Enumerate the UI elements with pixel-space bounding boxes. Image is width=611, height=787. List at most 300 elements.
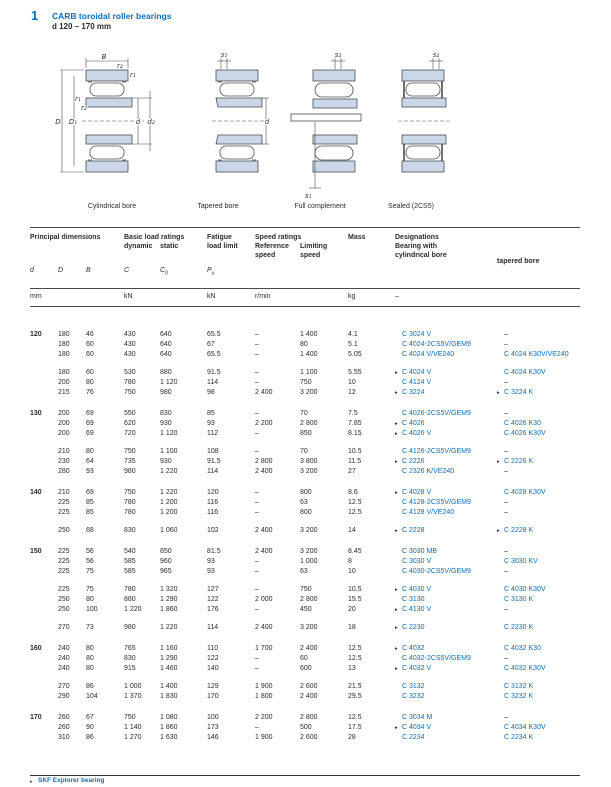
fatigue-load-cell: 114 — [207, 468, 219, 475]
limiting-speed-cell: 1 400 — [300, 331, 318, 338]
designation-link-cylindrical[interactable]: C 4034 V — [402, 724, 432, 731]
dim-label-s1: s₁ — [220, 51, 228, 59]
dynamic-load-cell: 1 140 — [124, 724, 142, 731]
designation-cell — [395, 654, 497, 664]
explorer-marker-icon: ▸ — [497, 528, 500, 534]
designation-link-cylindrical[interactable]: C 3132 — [402, 683, 425, 690]
reference-speed-cell: – — [255, 499, 259, 506]
fatigue-load-cell: 173 — [207, 724, 219, 731]
designation-link-cylindrical[interactable]: C 4128-2CS5V/GEM9 — [402, 499, 471, 506]
table-row-group — [30, 330, 580, 360]
fatigue-load-cell: 65.5 — [207, 331, 221, 338]
dim-label-d2: d₂ — [147, 118, 155, 126]
width-cell: 80 — [86, 448, 94, 455]
dynamic-load-cell: 980 — [124, 624, 136, 631]
mass-cell: 14 — [348, 527, 356, 534]
table-section — [30, 644, 580, 702]
bore-diameter-cell: 120 — [30, 331, 42, 338]
limiting-speed-cell: 1 000 — [300, 558, 318, 565]
designation-link-cylindrical[interactable]: C 4130 V — [402, 606, 432, 613]
width-cell: 69 — [86, 420, 94, 427]
outer-diameter-cell: 250 — [58, 606, 70, 613]
static-load-cell: 930 — [160, 458, 172, 465]
designation-link-cylindrical[interactable]: C 2230 — [402, 624, 425, 631]
designation-link-cylindrical[interactable]: C 2226 — [402, 458, 425, 465]
dynamic-load-cell: 430 — [124, 331, 136, 338]
col-header-limiting-speed: speed — [300, 252, 321, 259]
designation-cell — [395, 595, 497, 605]
designation-link-cylindrical[interactable]: C 3024 V — [402, 331, 432, 338]
table-row — [30, 567, 580, 577]
unit-dash: – — [395, 293, 399, 300]
designation-cell — [395, 330, 497, 340]
mass-cell: 12 — [348, 389, 356, 396]
col-header-tapered-bore: tapered bore — [497, 258, 540, 265]
units-top-rule — [30, 288, 580, 289]
unit-kn-fatigue: kN — [207, 293, 216, 300]
outer-diameter-cell: 200 — [58, 430, 70, 437]
width-cell: 60 — [86, 351, 94, 358]
outer-diameter-cell: 240 — [58, 645, 70, 652]
bore-diameter-cell: 160 — [30, 645, 42, 652]
designation-link-cylindrical[interactable]: C 4026 — [402, 420, 425, 427]
designation-link-cylindrical[interactable]: C 4126-2CS5V/GEM9 — [402, 448, 471, 455]
table-row-group — [30, 447, 580, 477]
reference-speed-cell: 2 000 — [255, 596, 273, 603]
no-designation-dash: – — [504, 499, 508, 506]
designation-link-cylindrical[interactable]: C 4026-2CS5V/GEM9 — [402, 410, 471, 417]
designation-link-tapered[interactable]: C 4032 K30 — [504, 645, 541, 652]
dynamic-load-cell: 1 270 — [124, 734, 142, 741]
designation-link-tapered[interactable]: C 3232 K — [504, 693, 534, 700]
fatigue-load-cell: 81.5 — [207, 548, 221, 555]
footer-rule — [30, 775, 580, 776]
designation-link-tapered[interactable]: C 4030 K30V — [504, 586, 546, 593]
page-title: CARB toroidal roller bearings — [52, 11, 172, 21]
fatigue-load-cell: 116 — [207, 509, 219, 516]
designation-cell — [497, 605, 580, 615]
col-header-speed-ratings: Speed ratings — [255, 234, 302, 241]
fatigue-load-cell: 91.5 — [207, 369, 221, 376]
explorer-marker-icon: ▸ — [395, 421, 398, 427]
designation-link-tapered[interactable]: C 4028 K30V — [504, 489, 546, 496]
fatigue-load-cell: 129 — [207, 683, 219, 690]
designation-cell — [497, 447, 580, 457]
designation-cell — [395, 498, 497, 508]
outer-diameter-cell: 270 — [58, 624, 70, 631]
bearing-diagram-full-complement — [285, 50, 380, 202]
width-cell: 80 — [86, 596, 94, 603]
dim-label-s2: s₂ — [432, 51, 440, 59]
mass-cell: 8 — [348, 558, 352, 565]
explorer-marker-icon: ▸ — [497, 459, 500, 465]
outer-diameter-cell: 225 — [58, 499, 70, 506]
table-row-group — [30, 623, 580, 633]
width-cell: 86 — [86, 734, 94, 741]
table-row — [30, 419, 580, 429]
dynamic-load-cell: 765 — [124, 645, 136, 652]
mass-cell: 13 — [348, 665, 356, 672]
designation-link-cylindrical[interactable]: C 4032-2CS5V/GEM9 — [402, 655, 471, 662]
limiting-speed-cell: 3 200 — [300, 468, 318, 475]
mass-cell: 15.5 — [348, 596, 362, 603]
table-row-group — [30, 409, 580, 439]
limiting-speed-cell: 2 800 — [300, 420, 318, 427]
designation-link-tapered[interactable]: C 4026 K30V — [504, 430, 546, 437]
fatigue-load-cell: 110 — [207, 645, 219, 652]
static-load-cell: 1 860 — [160, 724, 178, 731]
bore-diameter-cell: 130 — [30, 410, 42, 417]
limiting-speed-cell: 800 — [300, 509, 312, 516]
dim-label-r2b: r₂ — [81, 104, 87, 112]
table-row — [30, 623, 580, 633]
no-designation-dash: – — [504, 714, 508, 721]
no-designation-dash: – — [504, 379, 508, 386]
designation-cell — [497, 368, 580, 378]
designation-link-cylindrical[interactable]: C 4030 V — [402, 586, 432, 593]
reference-speed-cell: 2 400 — [255, 624, 273, 631]
width-cell: 85 — [86, 509, 94, 516]
dynamic-load-cell: 780 — [124, 586, 136, 593]
width-cell: 64 — [86, 458, 94, 465]
table-row-group — [30, 682, 580, 702]
static-load-cell: 960 — [160, 558, 172, 565]
designation-link-tapered[interactable]: C 4024 K30V/VE240 — [504, 351, 569, 358]
designation-cell — [497, 733, 580, 743]
limiting-speed-cell: 70 — [300, 410, 308, 417]
designation-link-cylindrical[interactable]: C 4024 V — [402, 369, 432, 376]
designation-link-cylindrical[interactable]: C 4028 V — [402, 489, 432, 496]
table-row — [30, 723, 580, 733]
no-designation-dash: – — [504, 568, 508, 575]
static-load-cell: 1 200 — [160, 509, 178, 516]
table-row-group — [30, 713, 580, 743]
mass-cell: 7.85 — [348, 420, 362, 427]
designation-cell — [395, 692, 497, 702]
designation-link-tapered[interactable]: C 4034 K30V — [504, 724, 546, 731]
width-cell: 60 — [86, 369, 94, 376]
explorer-marker-icon: ▸ — [395, 459, 398, 465]
designation-link-cylindrical[interactable]: C 4030-2CS5V/GEM9 — [402, 568, 471, 575]
limiting-speed-cell: 2 800 — [300, 714, 318, 721]
dynamic-load-cell: 750 — [124, 714, 136, 721]
designation-link-cylindrical[interactable]: C 4026 V — [402, 430, 432, 437]
mass-cell: 12.5 — [348, 714, 362, 721]
col-header-bearing-with: Bearing with — [395, 243, 438, 250]
reference-speed-cell: – — [255, 331, 259, 338]
outer-diameter-cell: 270 — [58, 683, 70, 690]
limiting-speed-cell: 2 800 — [300, 596, 318, 603]
designation-link-tapered[interactable]: C 2234 K — [504, 734, 534, 741]
static-load-cell: 1 200 — [160, 499, 178, 506]
designation-link-tapered[interactable]: C 2226 K — [504, 458, 534, 465]
reference-speed-cell: – — [255, 724, 259, 731]
width-cell: 69 — [86, 410, 94, 417]
bearing-diagram-sealed — [378, 50, 468, 200]
sub-header-C0: $C_0$ — [160, 267, 168, 277]
designation-cell — [395, 547, 497, 557]
dynamic-load-cell: 780 — [124, 499, 136, 506]
table-top-rule — [30, 227, 580, 228]
outer-diameter-cell: 290 — [58, 693, 70, 700]
mass-cell: 20 — [348, 606, 356, 613]
outer-diameter-cell: 225 — [58, 568, 70, 575]
reference-speed-cell: – — [255, 665, 259, 672]
width-cell: 60 — [86, 341, 94, 348]
designation-cell — [395, 557, 497, 567]
dim-label-D: D — [55, 118, 61, 126]
col-header-limiting: Limiting — [300, 243, 328, 250]
width-cell: 56 — [86, 548, 94, 555]
sub-header-D: D — [58, 267, 64, 274]
table-row-group — [30, 368, 580, 398]
designation-cell — [497, 526, 580, 536]
limiting-speed-cell: 70 — [300, 448, 308, 455]
mass-cell: 10 — [348, 379, 356, 386]
fatigue-load-cell: 176 — [207, 606, 219, 613]
explorer-marker-icon: ▸ — [395, 370, 398, 376]
reference-speed-cell: – — [255, 568, 259, 575]
designation-cell — [395, 350, 497, 360]
table-row — [30, 733, 580, 743]
reference-speed-cell: – — [255, 448, 259, 455]
bore-diameter-cell: 140 — [30, 489, 42, 496]
mass-cell: 8.45 — [348, 548, 362, 555]
table-row — [30, 409, 580, 419]
fatigue-load-cell: 100 — [207, 714, 219, 721]
designation-cell — [395, 644, 497, 654]
dynamic-load-cell: 1 000 — [124, 683, 142, 690]
designation-cell — [395, 585, 497, 595]
static-load-cell: 1 080 — [160, 714, 178, 721]
mass-cell: 11.5 — [348, 458, 362, 465]
designation-cell — [395, 488, 497, 498]
table-row-group — [30, 547, 580, 577]
designation-link-cylindrical[interactable]: C 3224 — [402, 389, 425, 396]
fatigue-load-cell: 114 — [207, 379, 219, 386]
designation-cell — [497, 723, 580, 733]
table-row — [30, 340, 580, 350]
outer-diameter-cell: 180 — [58, 369, 70, 376]
explorer-marker-icon: ▸ — [395, 431, 398, 437]
designation-cell — [497, 557, 580, 567]
designation-cell — [497, 419, 580, 429]
mass-cell: 10.5 — [348, 448, 362, 455]
designation-link-tapered[interactable]: C 4026 K30 — [504, 420, 541, 427]
explorer-marker-icon: ▸ — [395, 587, 398, 593]
reference-speed-cell: 1 900 — [255, 683, 273, 690]
units-bottom-rule — [30, 306, 580, 307]
reference-speed-cell: 1 900 — [255, 734, 273, 741]
table-row — [30, 378, 580, 388]
dynamic-load-cell: 430 — [124, 351, 136, 358]
reference-speed-cell: 2 400 — [255, 468, 273, 475]
limiting-speed-cell: 3 200 — [300, 389, 318, 396]
mass-cell: 29.5 — [348, 693, 362, 700]
mass-cell: 12.5 — [348, 645, 362, 652]
limiting-speed-cell: 2 600 — [300, 734, 318, 741]
table-row-group — [30, 488, 580, 518]
designation-link-tapered[interactable]: C 2230 K — [504, 624, 534, 631]
no-designation-dash: – — [504, 341, 508, 348]
no-designation-dash: – — [504, 655, 508, 662]
reference-speed-cell: 2 400 — [255, 389, 273, 396]
designation-cell — [497, 467, 580, 477]
designation-cell — [497, 547, 580, 557]
designation-cell — [395, 457, 497, 467]
reference-speed-cell: – — [255, 341, 259, 348]
designation-link-tapered[interactable]: C 4032 K30V — [504, 665, 546, 672]
reference-speed-cell: – — [255, 379, 259, 386]
designation-link-cylindrical[interactable]: C 2234 — [402, 734, 425, 741]
limiting-speed-cell: 600 — [300, 665, 312, 672]
width-cell: 67 — [86, 714, 94, 721]
table-row — [30, 585, 580, 595]
bearing-diagram-cylindrical-bore — [48, 50, 166, 200]
designation-link-cylindrical[interactable]: C 3030 V — [402, 558, 432, 565]
dynamic-load-cell: 540 — [124, 548, 136, 555]
sub-header-B: B — [86, 267, 91, 274]
designation-link-cylindrical[interactable]: C 4032 — [402, 645, 425, 652]
table-row — [30, 350, 580, 360]
designation-cell — [497, 623, 580, 633]
figure-caption-tapered: Tapered bore — [197, 203, 239, 210]
dynamic-load-cell: 735 — [124, 458, 136, 465]
outer-diameter-cell: 210 — [58, 489, 70, 496]
designation-link-cylindrical[interactable]: C 3130 — [402, 596, 425, 603]
designation-link-cylindrical[interactable]: C 4128 V/VE240 — [402, 509, 455, 516]
designation-link-cylindrical[interactable]: C 4024-2CS5V/GEM9 — [402, 341, 471, 348]
designation-cell — [497, 654, 580, 664]
fatigue-load-cell: 93 — [207, 568, 215, 575]
designation-link-cylindrical[interactable]: C 2326 K/VE240 — [402, 468, 455, 475]
designation-link-cylindrical[interactable]: C 3232 — [402, 693, 425, 700]
static-load-cell: 880 — [160, 369, 172, 376]
table-row — [30, 467, 580, 477]
designation-link-cylindrical[interactable]: C 4124 V — [402, 379, 432, 386]
designation-link-cylindrical[interactable]: C 4032 V — [402, 665, 432, 672]
fatigue-load-cell: 85 — [207, 410, 215, 417]
mass-cell: 12.5 — [348, 655, 362, 662]
width-cell: 76 — [86, 389, 94, 396]
designation-cell — [497, 340, 580, 350]
table-header — [30, 227, 580, 330]
dim-label-s2: s₂ — [334, 51, 342, 59]
table-row — [30, 557, 580, 567]
designation-link-tapered[interactable]: C 3030 KV — [504, 558, 538, 565]
static-load-cell: 930 — [160, 420, 172, 427]
reference-speed-cell: – — [255, 509, 259, 516]
explorer-marker-icon: ▸ — [395, 666, 398, 672]
dynamic-load-cell: 550 — [124, 410, 136, 417]
unit-kn-dynamic: kN — [124, 293, 133, 300]
table-row — [30, 664, 580, 674]
figure-caption-cylindrical: Cylindrical bore — [87, 203, 137, 210]
static-load-cell: 1 220 — [160, 489, 178, 496]
static-load-cell: 1 630 — [160, 734, 178, 741]
dynamic-load-cell: 980 — [124, 468, 136, 475]
static-load-cell: 1 220 — [160, 468, 178, 475]
designation-cell — [497, 713, 580, 723]
col-header-designations: Designations — [395, 234, 439, 241]
limiting-speed-cell: 3 200 — [300, 527, 318, 534]
designation-cell — [497, 388, 580, 398]
width-cell: 75 — [86, 568, 94, 575]
dynamic-load-cell: 1 370 — [124, 693, 142, 700]
col-header-principal-dimensions: Principal dimensions — [30, 234, 101, 241]
dim-label-B: B — [101, 53, 107, 61]
explorer-marker-icon: ▸ — [30, 779, 33, 785]
designation-cell — [395, 623, 497, 633]
explorer-marker-icon: ▸ — [395, 390, 398, 396]
designation-link-tapered[interactable]: C 3224 K — [504, 389, 534, 396]
col-header-reference: Reference — [255, 243, 289, 250]
table-section — [30, 409, 580, 477]
designation-cell — [497, 508, 580, 518]
static-load-cell: 1 400 — [160, 683, 178, 690]
designation-link-cylindrical[interactable]: C 3030 MB — [402, 548, 438, 555]
fatigue-load-cell: 65.5 — [207, 351, 221, 358]
outer-diameter-cell: 230 — [58, 458, 70, 465]
designation-link-tapered[interactable]: C 3132 K — [504, 683, 534, 690]
table-row — [30, 330, 580, 340]
designation-cell — [497, 595, 580, 605]
designation-cell — [395, 378, 497, 388]
designation-cell — [497, 682, 580, 692]
limiting-speed-cell: 500 — [300, 724, 312, 731]
limiting-speed-cell: 850 — [300, 430, 312, 437]
width-cell: 80 — [86, 665, 94, 672]
designation-cell — [395, 567, 497, 577]
designation-link-tapered[interactable]: C 2228 K — [504, 527, 534, 534]
designation-cell — [395, 419, 497, 429]
table-section — [30, 547, 580, 633]
dynamic-load-cell: 430 — [124, 341, 136, 348]
fatigue-load-cell: 114 — [207, 624, 219, 631]
limiting-speed-cell: 63 — [300, 499, 308, 506]
table-row-group — [30, 644, 580, 674]
static-load-cell: 1 860 — [160, 606, 178, 613]
width-cell: 69 — [86, 489, 94, 496]
sub-header-d: d — [30, 267, 34, 274]
table-row — [30, 692, 580, 702]
mass-cell: 4.1 — [348, 331, 358, 338]
width-cell: 46 — [86, 331, 94, 338]
designation-link-tapered[interactable]: C 3130 K — [504, 596, 534, 603]
designation-link-cylindrical[interactable]: C 4024 V/VE240 — [402, 351, 455, 358]
fatigue-load-cell: 91.5 — [207, 458, 221, 465]
mass-cell: 10.5 — [348, 586, 362, 593]
outer-diameter-cell: 280 — [58, 468, 70, 475]
width-cell: 75 — [86, 586, 94, 593]
table-row — [30, 713, 580, 723]
figure-caption-full-complement: Full complement — [294, 203, 346, 210]
designation-link-tapered[interactable]: C 4024 K30V — [504, 369, 546, 376]
outer-diameter-cell: 180 — [58, 331, 70, 338]
explorer-marker-icon: ▸ — [497, 390, 500, 396]
designation-link-cylindrical[interactable]: C 3034 M — [402, 714, 433, 721]
figure-caption-sealed: Sealed (2CS5) — [388, 203, 434, 210]
dynamic-load-cell: 780 — [124, 379, 136, 386]
designation-cell — [395, 340, 497, 350]
reference-speed-cell: 2 800 — [255, 458, 273, 465]
dynamic-load-cell: 750 — [124, 389, 136, 396]
static-load-cell: 1 830 — [160, 693, 178, 700]
col-header-static: static — [160, 243, 179, 250]
designation-link-cylindrical[interactable]: C 2228 — [402, 527, 425, 534]
fatigue-load-cell: 98 — [207, 389, 215, 396]
col-header-fatigue: Fatigue — [207, 234, 232, 241]
